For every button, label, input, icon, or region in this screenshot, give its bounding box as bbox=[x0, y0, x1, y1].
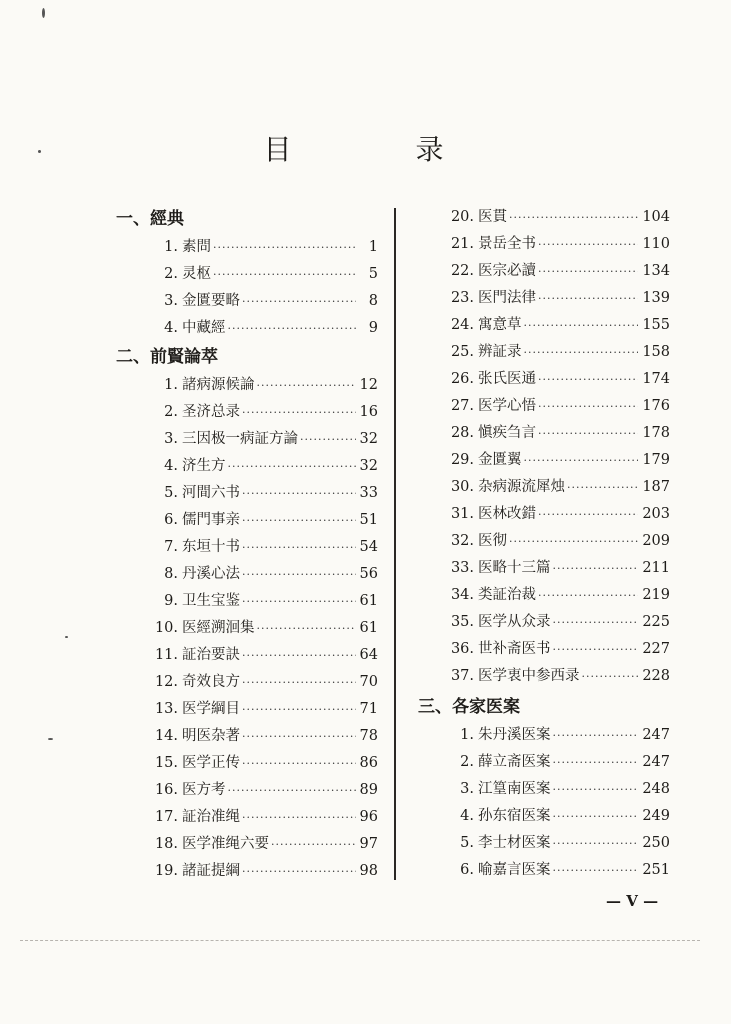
entry-title: 諸証提綱 bbox=[182, 863, 240, 879]
dot-leader bbox=[257, 372, 357, 399]
dot-leader bbox=[300, 426, 356, 453]
scan-speck bbox=[65, 636, 68, 638]
entry-title: 医学綱目 bbox=[182, 701, 240, 717]
toc-entry bbox=[418, 663, 670, 690]
entry-title: 孙东宿医案 bbox=[478, 808, 551, 824]
dot-leader bbox=[524, 447, 639, 474]
entry-number: 16. bbox=[154, 782, 178, 798]
dot-leader bbox=[242, 588, 356, 615]
entry-page-number: 1 bbox=[368, 239, 378, 255]
entry-title: 景岳全书 bbox=[478, 236, 536, 252]
toc-entry bbox=[418, 749, 670, 776]
page-number-footer: — V — bbox=[606, 892, 659, 910]
entry-title: 寓意草 bbox=[478, 317, 522, 333]
entry-page-number: 134 bbox=[642, 263, 670, 279]
dot-leader bbox=[242, 534, 356, 561]
entry-page-number: 209 bbox=[642, 533, 670, 549]
dot-leader bbox=[567, 474, 638, 501]
entry-page-number: 54 bbox=[359, 539, 378, 555]
dot-leader bbox=[242, 804, 356, 831]
dot-leader bbox=[242, 669, 356, 696]
entry-title: 奇效良方 bbox=[182, 674, 240, 690]
toc-entry bbox=[418, 447, 670, 474]
toc-entry bbox=[418, 501, 670, 528]
entry-title: 金匱翼 bbox=[478, 452, 522, 468]
entry-number: 33. bbox=[450, 560, 474, 576]
entry-number: 15. bbox=[154, 755, 178, 771]
entry-title: 医学从众录 bbox=[478, 614, 551, 630]
entry-number: 1. bbox=[164, 377, 178, 393]
entry-number: 1. bbox=[164, 239, 178, 255]
dot-leader bbox=[538, 420, 638, 447]
entry-number: 6. bbox=[460, 862, 474, 878]
toc-entry bbox=[116, 480, 378, 507]
entry-title: 医略十三篇 bbox=[478, 560, 551, 576]
entry-title: 医門法律 bbox=[478, 290, 536, 306]
toc-entry bbox=[116, 615, 378, 642]
entry-page-number: 178 bbox=[642, 425, 670, 441]
entry-title: 三因极一病証方論 bbox=[182, 431, 298, 447]
entry-page-number: 247 bbox=[642, 754, 670, 770]
dot-leader bbox=[242, 858, 356, 885]
entry-page-number: 179 bbox=[642, 452, 670, 468]
entry-number: 24. bbox=[450, 317, 474, 333]
entry-page-number: 225 bbox=[642, 614, 670, 630]
toc-entry bbox=[116, 261, 378, 288]
toc-entry bbox=[418, 312, 670, 339]
entry-title: 辨証录 bbox=[478, 344, 522, 360]
toc-entry bbox=[116, 426, 378, 453]
dot-leader bbox=[242, 723, 356, 750]
page-title: 目 录 bbox=[263, 133, 492, 166]
entry-number: 18. bbox=[154, 836, 178, 852]
entry-title: 医貫 bbox=[478, 209, 507, 225]
entry-page-number: 97 bbox=[359, 836, 378, 852]
entry-number: 14. bbox=[154, 728, 178, 744]
dot-leader bbox=[271, 831, 356, 858]
entry-number: 4. bbox=[460, 808, 474, 824]
section-heading: 一、經典 bbox=[116, 209, 184, 229]
toc-entry bbox=[418, 393, 670, 420]
entry-number: 17. bbox=[154, 809, 178, 825]
entry-page-number: 12 bbox=[359, 377, 378, 393]
entry-page-number: 33 bbox=[359, 485, 378, 501]
toc-entry bbox=[116, 561, 378, 588]
entry-number: 29. bbox=[450, 452, 474, 468]
entry-number: 6. bbox=[164, 512, 178, 528]
dot-leader bbox=[538, 366, 638, 393]
dot-leader bbox=[553, 722, 639, 749]
toc-entry bbox=[116, 288, 378, 315]
section-heading: 三、各家医案 bbox=[418, 697, 520, 717]
entry-title: 儒門事亲 bbox=[182, 512, 240, 528]
dot-leader bbox=[242, 561, 356, 588]
entry-page-number: 32 bbox=[359, 431, 378, 447]
entry-number: 3. bbox=[164, 293, 178, 309]
toc-entry bbox=[116, 669, 378, 696]
entry-number: 8. bbox=[164, 566, 178, 582]
entry-page-number: 61 bbox=[359, 620, 378, 636]
dot-leader bbox=[538, 258, 638, 285]
section-entries bbox=[116, 234, 378, 342]
toc-entry bbox=[418, 636, 670, 663]
dot-leader bbox=[553, 830, 639, 857]
entry-title: 灵枢 bbox=[182, 266, 211, 282]
entry-number: 28. bbox=[450, 425, 474, 441]
entry-title: 河間六书 bbox=[182, 485, 240, 501]
entry-page-number: 51 bbox=[359, 512, 378, 528]
entry-page-number: 203 bbox=[642, 506, 670, 522]
toc-entry bbox=[418, 803, 670, 830]
entry-page-number: 8 bbox=[368, 293, 378, 309]
toc-entry bbox=[116, 750, 378, 777]
toc-entry bbox=[116, 372, 378, 399]
entry-title: 証治要訣 bbox=[182, 647, 240, 663]
entry-number: 22. bbox=[450, 263, 474, 279]
section-heading: 二、前賢論萃 bbox=[116, 347, 218, 367]
entry-title: 类証治裁 bbox=[478, 587, 536, 603]
dot-leader bbox=[242, 642, 356, 669]
dot-leader bbox=[213, 234, 356, 261]
entry-title: 东垣十书 bbox=[182, 539, 240, 555]
entry-page-number: 247 bbox=[642, 727, 670, 743]
entry-title: 医学正传 bbox=[182, 755, 240, 771]
entry-page-number: 61 bbox=[359, 593, 378, 609]
toc-left-column bbox=[116, 204, 378, 885]
entry-page-number: 158 bbox=[642, 344, 670, 360]
toc-entry bbox=[116, 588, 378, 615]
toc-entry bbox=[418, 339, 670, 366]
toc-entry bbox=[116, 234, 378, 261]
entry-title: 金匱要略 bbox=[182, 293, 240, 309]
entry-title: 素問 bbox=[182, 239, 211, 255]
entry-number: 31. bbox=[450, 506, 474, 522]
entry-title: 証治准绳 bbox=[182, 809, 240, 825]
toc-entry bbox=[418, 609, 670, 636]
entry-page-number: 89 bbox=[359, 782, 378, 798]
entry-page-number: 64 bbox=[359, 647, 378, 663]
dot-leader bbox=[553, 749, 639, 776]
dot-leader bbox=[582, 663, 639, 690]
toc-entry bbox=[418, 204, 670, 231]
dot-leader bbox=[242, 399, 356, 426]
entry-page-number: 211 bbox=[642, 560, 670, 576]
entry-number: 26. bbox=[450, 371, 474, 387]
entry-number: 30. bbox=[450, 479, 474, 495]
entry-page-number: 96 bbox=[359, 809, 378, 825]
entry-page-number: 219 bbox=[642, 587, 670, 603]
entry-number: 21. bbox=[450, 236, 474, 252]
entry-number: 5. bbox=[460, 835, 474, 851]
entry-page-number: 56 bbox=[359, 566, 378, 582]
entry-number: 20. bbox=[450, 209, 474, 225]
scan-artifact-line bbox=[20, 940, 700, 942]
entry-title: 李士材医案 bbox=[478, 835, 551, 851]
toc-entry bbox=[418, 776, 670, 803]
entry-number: 19. bbox=[154, 863, 178, 879]
entry-page-number: 98 bbox=[359, 863, 378, 879]
entry-title: 丹溪心法 bbox=[182, 566, 240, 582]
entry-number: 35. bbox=[450, 614, 474, 630]
entry-number: 3. bbox=[164, 431, 178, 447]
entry-title: 諸病源候論 bbox=[182, 377, 255, 393]
dot-leader bbox=[228, 453, 357, 480]
toc-entry bbox=[116, 315, 378, 342]
scan-speck bbox=[48, 738, 53, 740]
toc-entry bbox=[418, 285, 670, 312]
dot-leader bbox=[509, 204, 638, 231]
entry-page-number: 227 bbox=[642, 641, 670, 657]
entry-number: 11. bbox=[154, 647, 178, 663]
entry-title: 世补斋医书 bbox=[478, 641, 551, 657]
dot-leader bbox=[538, 501, 638, 528]
dot-leader bbox=[553, 609, 639, 636]
toc-entry bbox=[116, 804, 378, 831]
entry-title: 喻嘉言医案 bbox=[478, 862, 551, 878]
toc-entry bbox=[116, 831, 378, 858]
entry-title: 医經溯洄集 bbox=[182, 620, 255, 636]
entry-number: 32. bbox=[450, 533, 474, 549]
entry-page-number: 228 bbox=[642, 668, 670, 684]
entry-title: 杂病源流犀烛 bbox=[478, 479, 565, 495]
entry-title: 明医杂著 bbox=[182, 728, 240, 744]
entry-page-number: 155 bbox=[642, 317, 670, 333]
toc-entry bbox=[418, 366, 670, 393]
dot-leader bbox=[553, 555, 639, 582]
toc-entry bbox=[418, 830, 670, 857]
entry-page-number: 86 bbox=[359, 755, 378, 771]
entry-title: 张氏医通 bbox=[478, 371, 536, 387]
entry-page-number: 70 bbox=[359, 674, 378, 690]
dot-leader bbox=[553, 803, 639, 830]
toc-entry bbox=[418, 258, 670, 285]
dot-leader bbox=[538, 582, 638, 609]
toc-entry bbox=[116, 507, 378, 534]
toc-entry bbox=[418, 474, 670, 501]
toc-entry bbox=[418, 582, 670, 609]
entry-number: 4. bbox=[164, 458, 178, 474]
entry-title: 中藏經 bbox=[182, 320, 226, 336]
entry-number: 2. bbox=[164, 266, 178, 282]
entry-page-number: 249 bbox=[642, 808, 670, 824]
section-entries bbox=[418, 722, 670, 884]
entry-page-number: 9 bbox=[368, 320, 378, 336]
entry-title: 医学心悟 bbox=[478, 398, 536, 414]
dot-leader bbox=[538, 231, 638, 258]
entry-number: 23. bbox=[450, 290, 474, 306]
dot-leader bbox=[538, 393, 638, 420]
entry-page-number: 110 bbox=[642, 236, 670, 252]
entry-number: 7. bbox=[164, 539, 178, 555]
entry-number: 13. bbox=[154, 701, 178, 717]
dot-leader bbox=[228, 777, 357, 804]
dot-leader bbox=[524, 312, 639, 339]
dot-leader bbox=[257, 615, 357, 642]
entry-number: 3. bbox=[460, 781, 474, 797]
entry-page-number: 32 bbox=[359, 458, 378, 474]
toc-entry bbox=[116, 696, 378, 723]
section-entries bbox=[116, 372, 378, 885]
scan-speck bbox=[42, 8, 45, 18]
toc-entry bbox=[116, 399, 378, 426]
entry-number: 10. bbox=[154, 620, 178, 636]
entry-number: 2. bbox=[164, 404, 178, 420]
toc-entry bbox=[116, 453, 378, 480]
entry-page-number: 139 bbox=[642, 290, 670, 306]
entry-title: 愼疾刍言 bbox=[478, 425, 536, 441]
entry-number: 12. bbox=[154, 674, 178, 690]
entry-number: 2. bbox=[460, 754, 474, 770]
scan-speck bbox=[38, 150, 41, 153]
entry-page-number: 176 bbox=[642, 398, 670, 414]
entry-title: 医方考 bbox=[182, 782, 226, 798]
entry-title: 医学准绳六要 bbox=[182, 836, 269, 852]
toc-entry bbox=[116, 723, 378, 750]
entry-number: 27. bbox=[450, 398, 474, 414]
column-divider bbox=[394, 208, 396, 880]
entry-page-number: 174 bbox=[642, 371, 670, 387]
dot-leader bbox=[553, 636, 639, 663]
dot-leader bbox=[242, 696, 356, 723]
entry-title: 济生方 bbox=[182, 458, 226, 474]
toc-entry bbox=[116, 534, 378, 561]
entry-number: 34. bbox=[450, 587, 474, 603]
dot-leader bbox=[242, 480, 356, 507]
entry-page-number: 5 bbox=[368, 266, 378, 282]
section-entries bbox=[418, 204, 670, 690]
toc-entry bbox=[116, 777, 378, 804]
entry-page-number: 251 bbox=[642, 862, 670, 878]
entry-title: 医宗必讀 bbox=[478, 263, 536, 279]
dot-leader bbox=[213, 261, 356, 288]
entry-number: 37. bbox=[450, 668, 474, 684]
entry-page-number: 16 bbox=[359, 404, 378, 420]
entry-number: 9. bbox=[164, 593, 178, 609]
toc-entry bbox=[418, 722, 670, 749]
dot-leader bbox=[242, 288, 356, 315]
toc-entry bbox=[418, 420, 670, 447]
entry-title: 圣济总录 bbox=[182, 404, 240, 420]
entry-title: 江篁南医案 bbox=[478, 781, 551, 797]
toc-entry bbox=[418, 231, 670, 258]
entry-title: 医学衷中参西录 bbox=[478, 668, 580, 684]
dot-leader bbox=[242, 750, 356, 777]
entry-title: 医彻 bbox=[478, 533, 507, 549]
dot-leader bbox=[509, 528, 638, 555]
entry-title: 卫生宝鉴 bbox=[182, 593, 240, 609]
entry-number: 1. bbox=[460, 727, 474, 743]
entry-page-number: 104 bbox=[642, 209, 670, 225]
entry-page-number: 187 bbox=[642, 479, 670, 495]
dot-leader bbox=[538, 285, 638, 312]
dot-leader bbox=[553, 857, 639, 884]
entry-number: 25. bbox=[450, 344, 474, 360]
dot-leader bbox=[524, 339, 639, 366]
dot-leader bbox=[553, 776, 639, 803]
toc-entry bbox=[418, 857, 670, 884]
toc-right-column bbox=[418, 204, 670, 884]
toc-entry bbox=[418, 528, 670, 555]
entry-title: 朱丹溪医案 bbox=[478, 727, 551, 743]
entry-page-number: 248 bbox=[642, 781, 670, 797]
entry-page-number: 71 bbox=[359, 701, 378, 717]
toc-entry bbox=[116, 858, 378, 885]
entry-number: 5. bbox=[164, 485, 178, 501]
entry-number: 4. bbox=[164, 320, 178, 336]
entry-number: 36. bbox=[450, 641, 474, 657]
entry-title: 医林改錯 bbox=[478, 506, 536, 522]
entry-title: 薛立斋医案 bbox=[478, 754, 551, 770]
toc-entry bbox=[418, 555, 670, 582]
dot-leader bbox=[228, 315, 357, 342]
toc-entry bbox=[116, 642, 378, 669]
entry-page-number: 78 bbox=[359, 728, 378, 744]
dot-leader bbox=[242, 507, 356, 534]
entry-page-number: 250 bbox=[642, 835, 670, 851]
